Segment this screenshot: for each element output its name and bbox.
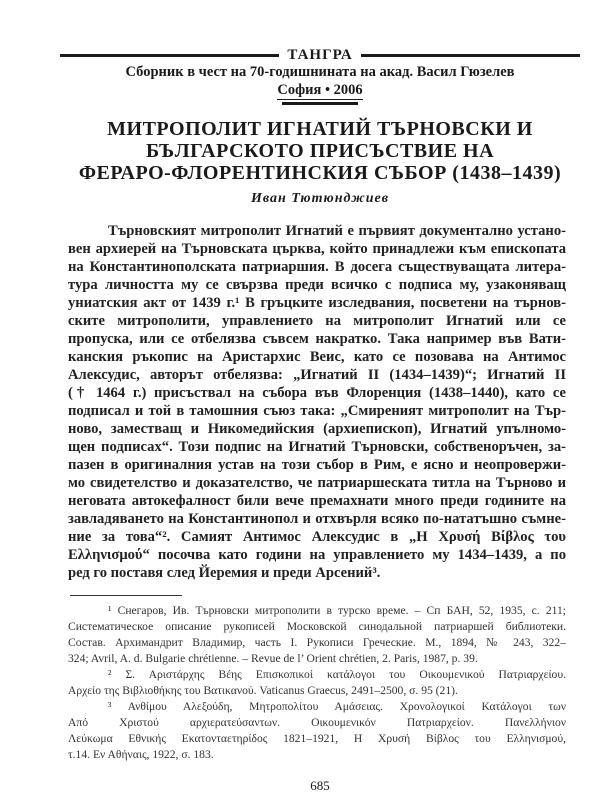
body-line: униатския акт от 1439 г.¹ В гръцките изследвания, посветени на търнов-: [68, 295, 566, 311]
footnote-line: Состав. Архимандрит Владимир, часть I. Рукописи Греческие. М., 1894, № 243, 322–: [68, 636, 566, 649]
footnote-line: ¹ Снегаров, Ив. Търновски митрополити в турско време. – Сп БАН, 52, 1935, с. 211;: [108, 604, 566, 617]
place-year-text: София • 2006: [277, 82, 363, 98]
body-line: ново, заместващ и Никомедийския (архиепископ), Игнатий упълномо-: [68, 421, 566, 437]
footnote-line: Από Χριστού αρχιερατεύσαντων. Οικουμενικόν Πατριαρχείον. Πανελλήνιον: [68, 716, 566, 729]
body-line: на Константинополската патриаршия. В досега съществуващата литера-: [68, 259, 566, 275]
header-rule-right: [361, 54, 580, 57]
body-line: тура личността му се свързва преди всичко с подписа му, узаконяващ: [68, 277, 566, 293]
page-number: 685: [310, 778, 330, 793]
footnote-line: ² Σ. Αριστάρχης Βέης Επισκοπικοί κατάλογοι του Οικουμενικού Πατριαρχείου.: [108, 668, 566, 681]
footnote-line: Λεύκωμα Εθνικής Εκατονταετηρίδος 1821–1921, Η Χρυσή Βίβλος του Ελληνισμού,: [68, 732, 566, 745]
journal-header: [60, 46, 580, 64]
article-body: [68, 222, 566, 582]
body-line: неговата автокефалност били вече премахнати много преди годините на: [68, 493, 566, 509]
footnotes: [68, 603, 566, 763]
footnote-separator: [70, 595, 182, 596]
body-line: ските митрополити, управлението на митрополит Игнатий или се: [68, 313, 566, 329]
body-line: вен архиерей на Търновската църква, който принадлежи към епископата: [68, 241, 566, 257]
body-line: завладяването на Константинопол и отхвърля всяко по-нататъшно съмне-: [68, 511, 566, 527]
article-title: [50, 118, 590, 184]
body-line: ние за това“². Самият Антимос Алексудис в „Η Χρυσή Βίβλος του: [68, 529, 566, 545]
journal-name: ТАНГРА: [287, 46, 353, 63]
header-rule-left: [60, 54, 279, 57]
body-line: ред го поставя след Йеремия и преди Арсений³.: [68, 565, 381, 581]
place-year-rule: [282, 102, 358, 105]
body-line: щен подписах“. Този подпис на Игнатий Търновски, собственоръчен, за-: [68, 439, 566, 455]
title-line: ФЕРАРО-ФЛОРЕНТИНСКИЯ СЪБОР (1438–1439): [78, 162, 562, 184]
footnote-line: ³ Ανθίμου Αλεξούδη, Μητροπολίτου Αμάσειας. Χρονολογικοί Κατάλογοι των: [108, 700, 566, 713]
body-line: канския ръкопис на Аристархис Веис, като се позовава на Антимос: [68, 349, 566, 365]
body-line: пропуска, или се отбелязва съвсем накратко. Така например във Вати-: [68, 331, 566, 347]
volume-subtitle: Сборник в чест на 70-годишнината на акад. Васил Гюзелев: [125, 64, 515, 80]
footnote-line: Αρχείο της Βιβλιοθήκης του Βατικανού. Vaticanus Graecus, 2491–2500, σ. 95 (21).: [68, 684, 458, 697]
title-line: МИТРОПОЛИТ ИГНАТИЙ ТЪРНОВСКИ И: [107, 118, 533, 140]
body-line: Търновският митрополит Игнатий е първият документално устано-: [108, 223, 566, 239]
footnote-line: 324; Avril, A. d. Bulgarie chrétienne. – Revue de l’ Orient chrétien, 2. Paris, 1987, p. 39.: [68, 652, 478, 665]
title-line: БЪЛГАРСКОТО ПРИСЪСТВИЕ НА: [145, 140, 495, 162]
article-author: Иван Тютюнджиев: [251, 191, 389, 206]
footnote-line: τ.14. Εν Αθήναις, 1922, σ. 183.: [68, 748, 214, 761]
body-line: пазен в оригиналния устав на този събор в Рим, е ясно и неопровержи-: [68, 457, 566, 473]
body-line: Алексудис, авторът отбелязва: „Игнатий II (1434–1439)“; Игнатий II: [68, 367, 566, 383]
body-line: († 1464 г.) присъствал на събора във Флоренция (1438–1440), като се: [68, 385, 566, 401]
footnote-line: Систематическое описание рукописей Московской синодальной патриаршей библиотеки.: [68, 620, 566, 633]
body-line: Ελληνισμού“ посочва като години на управлението му 1434–1439, а по: [68, 547, 566, 563]
body-line: подписал и той в тамошния съюз така: „Смиреният митрополит на Тър-: [68, 403, 566, 419]
place-year: [60, 82, 580, 99]
body-line: мо свидетелство и доказателство, че патриаршеската титла на Търново и: [68, 475, 566, 491]
